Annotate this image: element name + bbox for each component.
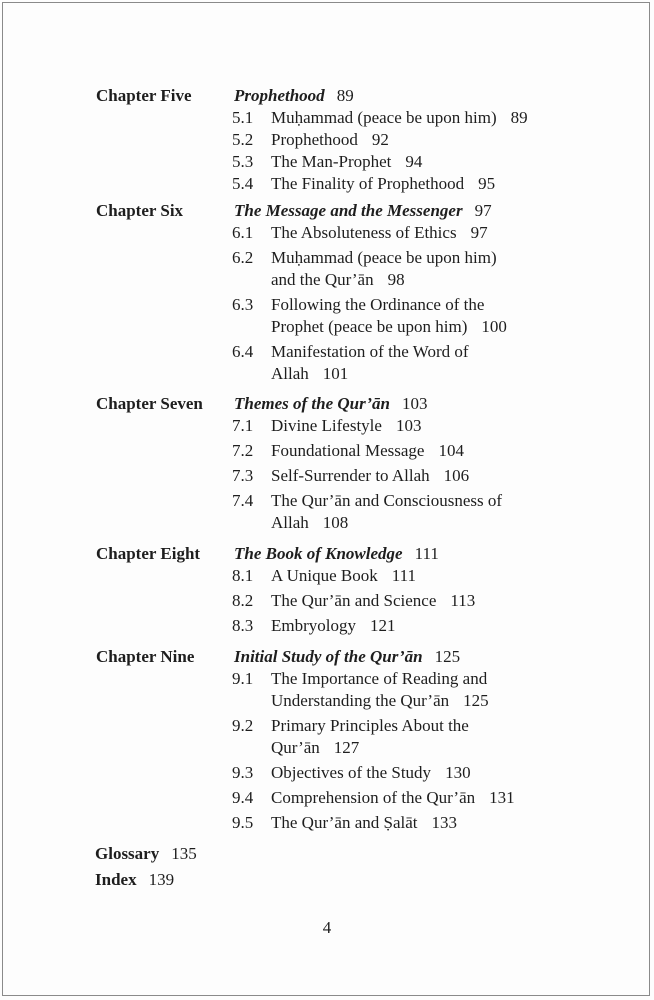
chapter-title-text: Prophethood <box>234 86 325 105</box>
section-page: 92 <box>371 130 389 149</box>
section-number: 6.1 <box>232 223 254 242</box>
section-title: Primary Principles About the <box>271 716 469 735</box>
section-entry[interactable] <box>271 812 457 834</box>
section-page: 104 <box>438 441 464 460</box>
section-entry[interactable] <box>271 294 484 316</box>
section-entry[interactable] <box>271 222 488 244</box>
section-entry[interactable] <box>271 465 469 487</box>
chapter-title[interactable] <box>234 85 354 107</box>
section-entry[interactable] <box>271 490 502 512</box>
section-page: 101 <box>322 364 349 383</box>
chapter-page: 111 <box>414 544 439 563</box>
glossary-label: Glossary <box>95 844 160 863</box>
section-page: 108 <box>322 513 349 532</box>
section-title: Foundational Message <box>271 441 425 460</box>
section-page: 127 <box>333 738 360 757</box>
section-title: The Finality of Prophethood <box>271 174 465 193</box>
section-title: and the Qur’ān <box>271 270 374 289</box>
section-title: Self-Surrender to Allah <box>271 466 430 485</box>
section-number: 9.1 <box>232 669 254 688</box>
chapter-label: Chapter Eight <box>96 544 201 563</box>
index-label: Index <box>95 870 137 889</box>
chapter-page: 89 <box>336 86 354 105</box>
section-number: 6.2 <box>232 248 254 267</box>
section-page: 95 <box>478 174 496 193</box>
section-title: The Qur’ān and Consciousness of <box>271 491 503 510</box>
section-page: 121 <box>370 616 396 635</box>
section-number: 6.3 <box>232 295 254 314</box>
section-entry[interactable] <box>271 173 495 195</box>
chapter-label: Chapter Six <box>96 201 184 220</box>
chapter-title-text: The Book of Knowledge <box>234 544 403 563</box>
section-title: Understanding the Qur’ān <box>271 691 450 710</box>
section-entry[interactable] <box>271 341 469 363</box>
section-number: 9.4 <box>232 788 254 807</box>
section-entry[interactable] <box>271 107 528 129</box>
section-entry[interactable] <box>271 247 497 269</box>
section-title: The Qur’ān and Science <box>271 591 437 610</box>
section-entry[interactable] <box>271 762 471 784</box>
section-number: 7.4 <box>232 491 254 510</box>
chapter-title-text: Initial Study of the Qur’ān <box>234 647 423 666</box>
section-page: 130 <box>445 763 471 782</box>
section-number: 6.4 <box>232 342 254 361</box>
section-title: Comprehension of the Qur’ān <box>271 788 476 807</box>
section-title: Following the Ordinance of the <box>271 295 485 314</box>
section-entry[interactable] <box>271 590 475 612</box>
glossary-entry[interactable] <box>95 843 197 865</box>
section-title: The Absoluteness of Ethics <box>271 223 457 242</box>
section-page: 111 <box>391 566 416 585</box>
index-entry[interactable] <box>95 869 174 891</box>
section-number: 9.2 <box>232 716 254 735</box>
chapter-label: Chapter Seven <box>96 394 203 413</box>
section-number: 7.1 <box>232 416 254 435</box>
section-page: 97 <box>470 223 488 242</box>
chapter-title[interactable] <box>234 646 460 668</box>
section-number: 9.3 <box>232 763 254 782</box>
section-number: 8.1 <box>232 566 254 585</box>
section-title: Objectives of the Study <box>271 763 432 782</box>
section-page: 98 <box>387 270 405 289</box>
section-entry[interactable] <box>271 151 422 173</box>
section-title: Prophethood <box>271 130 358 149</box>
section-number: 5.3 <box>232 152 254 171</box>
section-entry-continued[interactable] <box>271 316 507 338</box>
section-entry-continued[interactable] <box>271 512 348 534</box>
section-title: Muḥammad (peace be upon him) <box>271 248 497 267</box>
section-number: 7.2 <box>232 441 254 460</box>
chapter-title-text: The Message and the Messenger <box>234 201 463 220</box>
section-page: 131 <box>489 788 515 807</box>
chapter-title[interactable] <box>234 200 492 222</box>
chapter-title[interactable] <box>234 393 428 415</box>
section-title: Muḥammad (peace be upon him) <box>271 108 497 127</box>
section-title: Qur’ān <box>271 738 320 757</box>
section-entry[interactable] <box>271 715 469 737</box>
section-title: Prophet (peace be upon him) <box>271 317 468 336</box>
section-entry[interactable] <box>271 440 464 462</box>
chapter-page: 125 <box>434 647 461 666</box>
page-number: 4 <box>322 918 332 937</box>
section-page: 113 <box>450 591 476 610</box>
section-number: 5.2 <box>232 130 254 149</box>
section-entry[interactable] <box>271 129 389 151</box>
section-page: 100 <box>481 317 507 336</box>
section-entry-continued[interactable] <box>271 690 489 712</box>
chapter-page: 97 <box>474 201 492 220</box>
section-title: The Importance of Reading and <box>271 669 488 688</box>
chapter-label: Chapter Five <box>96 86 192 105</box>
section-page: 89 <box>510 108 528 127</box>
chapter-title[interactable] <box>234 543 439 565</box>
section-entry-continued[interactable] <box>271 363 348 385</box>
section-number: 5.4 <box>232 174 254 193</box>
section-entry[interactable] <box>271 615 396 637</box>
section-number: 5.1 <box>232 108 254 127</box>
section-page: 94 <box>405 152 423 171</box>
section-entry-continued[interactable] <box>271 737 359 759</box>
section-entry[interactable] <box>271 668 487 690</box>
index-page: 139 <box>148 870 175 889</box>
section-title: Divine Lifestyle <box>271 416 382 435</box>
chapter-label: Chapter Nine <box>96 647 195 666</box>
section-title: Allah <box>271 364 309 383</box>
section-entry[interactable] <box>271 565 416 587</box>
section-number: 9.5 <box>232 813 254 832</box>
section-number: 7.3 <box>232 466 254 485</box>
section-page: 133 <box>431 813 457 832</box>
chapter-page: 103 <box>402 394 428 413</box>
chapter-title-text: Themes of the Qur’ān <box>234 394 390 413</box>
section-page: 106 <box>443 466 470 485</box>
section-entry-continued[interactable] <box>271 269 405 291</box>
section-number: 8.2 <box>232 591 254 610</box>
section-title: The Man-Prophet <box>271 152 392 171</box>
section-title: Allah <box>271 513 309 532</box>
section-title: The Qur’ān and Ṣalāt <box>271 813 418 832</box>
section-title: Manifestation of the Word of <box>271 342 469 361</box>
section-page: 103 <box>395 416 422 435</box>
section-page: 125 <box>463 691 489 710</box>
section-entry[interactable] <box>271 415 421 437</box>
section-entry[interactable] <box>271 787 515 809</box>
section-number: 8.3 <box>232 616 254 635</box>
section-title: Embryology <box>271 616 356 635</box>
glossary-page: 135 <box>171 844 197 863</box>
section-title: A Unique Book <box>271 566 378 585</box>
